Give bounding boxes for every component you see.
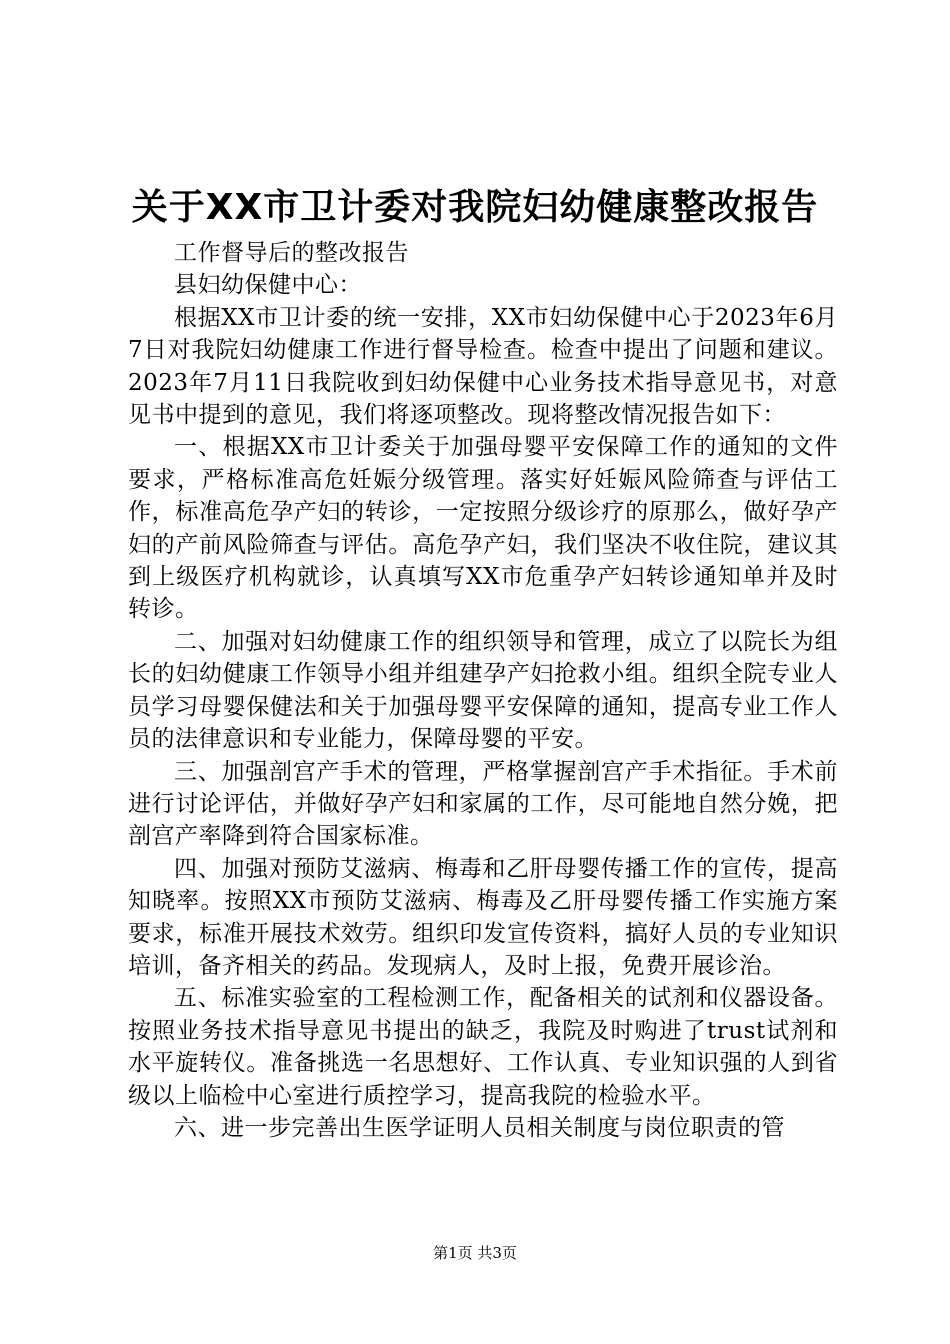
paragraph-salutation: 县妇幼保健中心： bbox=[174, 272, 362, 299]
paragraph-item-1: 一、根据XX市卫计委关于加强母婴平安保障工作的通知的文件要求，严格标准高危妊娠分级管理。落实好妊娠风险筛查与评估工作，标准高危孕产妇的转诊，一定按照分级诊疗的原那么，做好孕产妇的产前风险筛查与评估。高危孕产妇，我们坚决不收住院，建议其到上级医疗机构就诊，认真填写XX市危重孕产妇转诊通知单并及时转诊。 bbox=[128, 434, 838, 623]
paragraph-item-3: 三、加强剖宫产手术的管理，严格掌握剖宫产手术指征。手术前进行讨论评估，并做好孕产妇和家属的工作，尽可能地自然分娩，把剖宫产率降到符合国家标准。 bbox=[128, 758, 838, 850]
document-body bbox=[128, 237, 838, 1144]
paragraph-item-4: 四、加强对预防艾滋病、梅毒和乙肝母婴传播工作的宣传，提高知晓率。按照XX市预防艾滋病、梅毒及乙肝母婴传播工作实施方案要求，标准开展技术效劳。组织印发宣传资料，搞好人员的专业知识培训，备齐相关的药品。发现病人，及时上报，免费开展诊治。 bbox=[128, 855, 838, 979]
paragraph-item-6: 六、进一步完善出生医学证明人员相关制度与岗位职责的管 bbox=[174, 1114, 785, 1141]
document-title: 关于XX市卫计委对我院妇幼健康整改报告 bbox=[131, 187, 819, 228]
page-number-footer: 第1页 共3页 bbox=[433, 1244, 517, 1262]
paragraph-item-2: 二、加强对妇幼健康工作的组织领导和管理，成立了以院长为组长的妇幼健康工作领导小组并组建孕产妇抢救小组。组织全院专业人员学习母婴保健法和关于加强母婴平安保障的通知，提高专业工作人员的法律意识和专业能力，保障母婴的平安。 bbox=[128, 628, 838, 753]
paragraph-item-5: 五、标准实验室的工程检测工作，配备相关的试剂和仪器设备。按照业务技术指导意见书提出的缺乏，我院及时购进了trust试剂和水平旋转仪。准备挑选一名思想好、工作认真、专业知识强的人到省级以上临检中心室进行质控学习，提高我院的检验水平。 bbox=[128, 985, 838, 1109]
paragraph-subtitle: 工作督导后的整改报告 bbox=[174, 240, 409, 266]
paragraph-intro: 根据XX市卫计委的统一安排，XX市妇幼保健中心于2023年6月7日对我院妇幼健康工作进行督导检查。检查中提出了问题和建议。2023年7月11日我院收到妇幼保健中心业务技术指导意见书，对意见书中提到的意见，我们将逐项整改。现将整改情况报告如下： bbox=[128, 304, 838, 429]
